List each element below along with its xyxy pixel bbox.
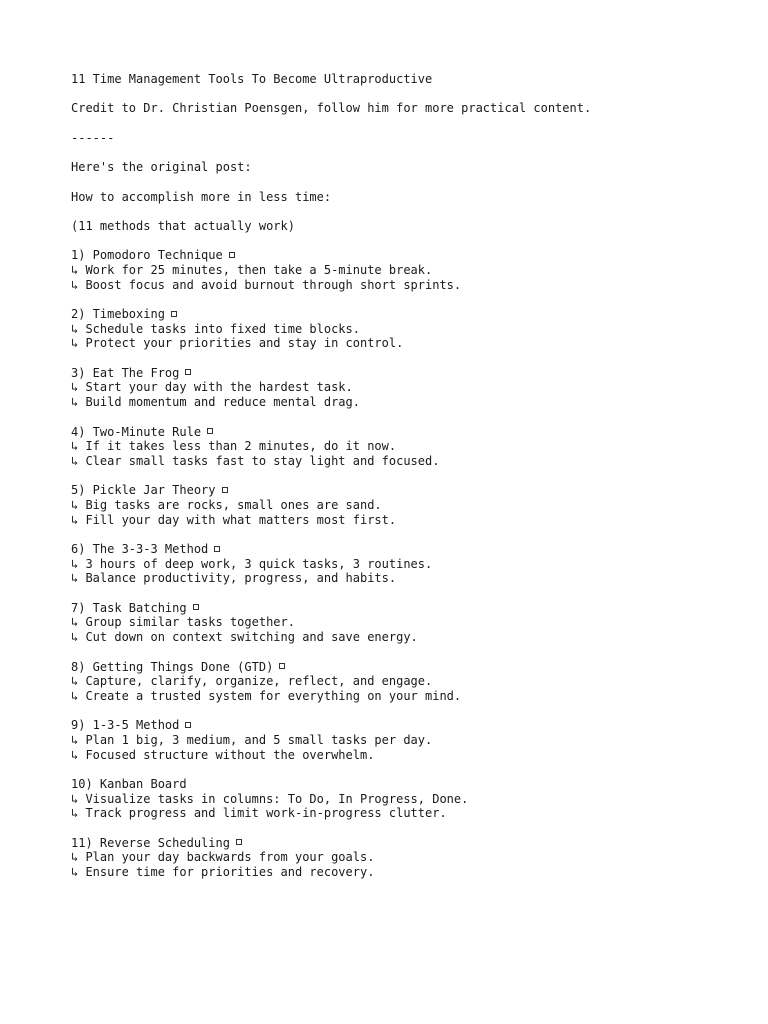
blank-line: [71, 527, 751, 542]
missing-glyph-icon: [193, 604, 199, 610]
blank-line: [71, 821, 751, 836]
methods-list: [71, 248, 751, 880]
method-heading-text: 3) Eat The Frog: [71, 365, 180, 380]
method-heading: [71, 366, 751, 381]
missing-glyph-icon: [229, 252, 235, 258]
method-heading: [71, 777, 751, 792]
intro-line: (11 methods that actually work): [71, 218, 295, 233]
method-section: [71, 307, 751, 366]
method-heading: [71, 718, 751, 733]
method-point: ↳ Build momentum and reduce mental drag.: [71, 395, 360, 410]
method-heading-text: 10) Kanban Board: [71, 777, 187, 791]
method-heading: [71, 542, 751, 557]
method-point: ↳ Big tasks are rocks, small ones are sand.: [71, 497, 382, 512]
method-point: ↳ If it takes less than 2 minutes, do it now.: [71, 439, 397, 454]
document-title: 11 Time Management Tools To Become Ultraproductive: [71, 72, 433, 86]
method-heading: [71, 836, 751, 851]
method-point: ↳ Work for 25 minutes, then take a 5-minute break.: [71, 262, 433, 277]
missing-glyph-icon: [222, 487, 228, 493]
method-heading: [71, 601, 751, 616]
blank-line: [71, 351, 751, 366]
missing-glyph-icon: [185, 722, 191, 728]
method-heading: [71, 483, 751, 498]
method-heading: [71, 660, 751, 675]
method-heading: [71, 248, 751, 263]
method-heading-text: 9) 1-3-5 Method: [71, 718, 180, 733]
method-section: [71, 718, 751, 777]
blank-line: [71, 175, 751, 190]
blank-line: [71, 586, 751, 601]
blank-line: [71, 145, 751, 160]
blank-line: [71, 704, 751, 719]
method-heading: [71, 425, 751, 440]
blank-line: [71, 234, 751, 249]
method-section: [71, 542, 751, 601]
method-point: ↳ Focused structure without the overwhelm.: [71, 747, 375, 762]
blank-line: [71, 410, 751, 425]
method-section: [71, 483, 751, 542]
method-heading-text: 7) Task Batching: [71, 600, 187, 615]
method-section: [71, 425, 751, 484]
method-heading-text: 6) The 3-3-3 Method: [71, 542, 209, 556]
method-point: ↳ Visualize tasks in columns: To Do, In Progress, Done.: [71, 791, 469, 806]
method-section: [71, 660, 751, 719]
method-section: [71, 366, 751, 425]
method-section: [71, 601, 751, 660]
missing-glyph-icon: [279, 663, 285, 669]
method-point: ↳ Group similar tasks together.: [71, 615, 295, 630]
method-heading-text: 11) Reverse Scheduling: [71, 835, 230, 850]
intro-line: Here's the original post:: [71, 160, 252, 175]
missing-glyph-icon: [207, 428, 213, 434]
method-point: ↳ Start your day with the hardest task.: [71, 380, 353, 395]
method-point: ↳ Fill your day with what matters most first.: [71, 512, 397, 527]
method-point: ↳ Balance productivity, progress, and habits.: [71, 571, 397, 586]
method-point: ↳ Capture, clarify, organize, reflect, and engage.: [71, 674, 433, 689]
blank-line: [71, 204, 751, 219]
method-point: ↳ Plan your day backwards from your goals.: [71, 850, 375, 865]
intro-line: How to accomplish more in less time:: [71, 189, 332, 204]
missing-glyph-icon: [236, 839, 242, 845]
method-heading-text: 8) Getting Things Done (GTD): [71, 659, 274, 674]
missing-glyph-icon: [185, 369, 191, 375]
method-section: [71, 836, 751, 880]
method-heading-text: 1) Pomodoro Technique: [71, 248, 223, 263]
method-section: [71, 777, 751, 836]
method-point: ↳ Ensure time for priorities and recovery.: [71, 865, 375, 880]
method-point: ↳ Cut down on context switching and save energy.: [71, 630, 418, 645]
method-heading: [71, 307, 751, 322]
credit-line: Credit to Dr. Christian Poensgen, follow him for more practical content.: [71, 101, 592, 116]
blank-line: [71, 762, 751, 777]
method-point: ↳ Boost focus and avoid burnout through short sprints.: [71, 277, 462, 292]
blank-line: [71, 116, 751, 131]
blank-line: [71, 87, 751, 102]
method-point: ↳ Clear small tasks fast to stay light and focused.: [71, 453, 440, 468]
blank-line: [71, 645, 751, 660]
document-body: [71, 72, 751, 880]
method-point: ↳ 3 hours of deep work, 3 quick tasks, 3 routines.: [71, 556, 433, 571]
missing-glyph-icon: [171, 311, 177, 317]
method-heading-text: 2) Timeboxing: [71, 307, 165, 321]
blank-line: [71, 469, 751, 484]
method-point: ↳ Create a trusted system for everything on your mind.: [71, 688, 462, 703]
method-point: ↳ Plan 1 big, 3 medium, and 5 small tasks per day.: [71, 732, 433, 747]
method-heading-text: 4) Two-Minute Rule: [71, 424, 202, 439]
method-point: ↳ Track progress and limit work-in-progress clutter.: [71, 806, 447, 821]
missing-glyph-icon: [214, 546, 220, 552]
method-heading-text: 5) Pickle Jar Theory: [71, 483, 216, 498]
method-point: ↳ Protect your priorities and stay in control.: [71, 336, 404, 351]
divider-line: ------: [71, 130, 115, 145]
blank-line: [71, 292, 751, 307]
method-section: [71, 248, 751, 307]
method-point: ↳ Schedule tasks into fixed time blocks.: [71, 321, 360, 336]
